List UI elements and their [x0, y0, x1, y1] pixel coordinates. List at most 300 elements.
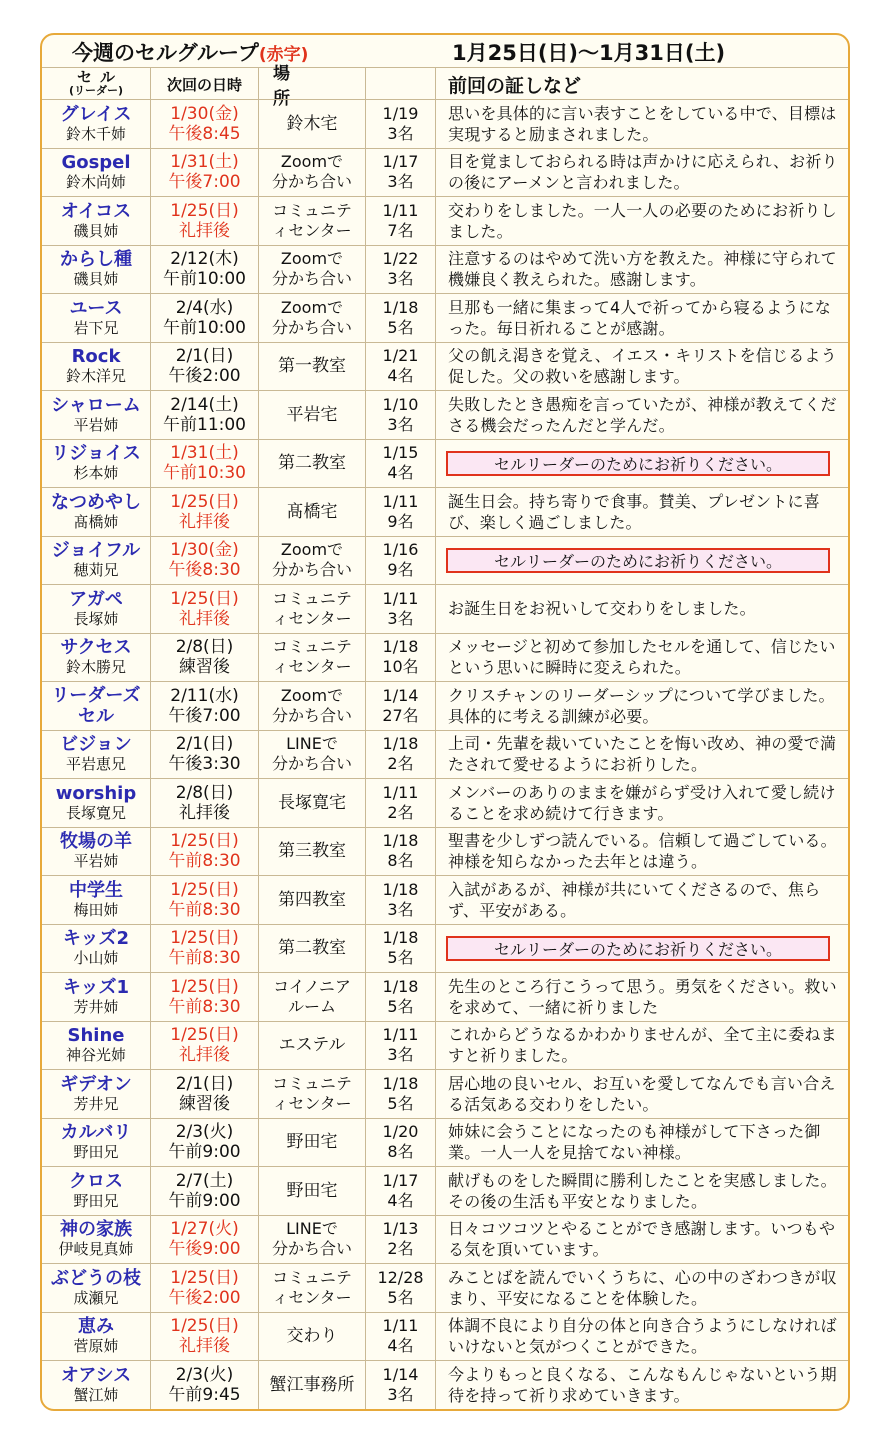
cell-group-name: サクセス: [60, 637, 132, 659]
table-row: [42, 1118, 848, 1167]
title-bar: [42, 35, 848, 67]
attendance-count: 3名: [387, 172, 414, 192]
attendance-count: 7名: [387, 220, 414, 240]
meeting-date: 1/25(日): [170, 491, 239, 512]
leader-name: 長塚寛兄: [65, 803, 126, 822]
table-row: [42, 1312, 848, 1361]
testimony-text: メンバーのありのままを嫌がらず受け入れて愛し続けることを求め続けて行きます。: [448, 782, 836, 823]
next-meeting: [151, 585, 259, 633]
table-row: [42, 148, 848, 197]
leader-name: 平岩恵兄: [65, 755, 126, 774]
next-meeting: [151, 682, 259, 730]
last-meeting: [366, 149, 436, 197]
meeting-place: [259, 682, 366, 730]
last-meeting-date: 1/15: [382, 443, 419, 463]
last-meeting: [366, 682, 436, 730]
next-meeting: [151, 1361, 259, 1409]
attendance-count: 5名: [387, 1287, 414, 1307]
attendance-count: 4名: [387, 1190, 414, 1210]
attendance-count: 2名: [387, 1239, 414, 1259]
cell-group: [42, 682, 151, 730]
cell-group-name: ユース: [69, 297, 123, 319]
cell-group: [42, 100, 151, 148]
testimony-text: 父の飢え渇きを覚え、イエス・キリストを信じるよう促した。父の救いを感謝します。: [448, 346, 837, 387]
cell-group: [42, 1070, 151, 1118]
cell-group-name: リジョイス: [51, 443, 141, 465]
table-row: [42, 245, 848, 294]
last-meeting-date: 1/18: [382, 879, 419, 899]
attendance-count: 5名: [387, 996, 414, 1016]
next-meeting: [151, 828, 259, 876]
next-meeting: [151, 634, 259, 682]
notes-cell: [436, 440, 848, 488]
meeting-time: 礼拝後: [179, 220, 230, 241]
table-row: [42, 584, 848, 633]
last-meeting-date: 1/18: [382, 976, 419, 996]
last-meeting: [366, 1264, 436, 1312]
notes-cell: [436, 682, 848, 730]
last-meeting-date: 1/11: [382, 491, 419, 511]
leader-name: 鈴木勝兄: [65, 658, 126, 677]
cell-group-name: カルバリ: [60, 1122, 132, 1144]
meeting-place: [259, 488, 366, 536]
table-row: [42, 1263, 848, 1312]
testimony-text: 入試があるが、神様が共にいてくださるので、焦らず、平安がある。: [448, 879, 821, 920]
meeting-place: [259, 1119, 366, 1167]
place-line: ィセンター: [272, 1287, 352, 1307]
meeting-place: [259, 779, 366, 827]
next-meeting: [151, 537, 259, 585]
meeting-time: 午後9:00: [168, 1239, 241, 1260]
cell-group-name: アガペ: [69, 588, 123, 610]
place-line: コミュニテ: [272, 588, 352, 608]
leader-name: 菅原姉: [73, 1337, 119, 1356]
meeting-time: 午前8:30: [168, 996, 241, 1017]
title-note: (赤字): [258, 45, 309, 65]
testimony-text: メッセージと初めて参加したセルを通して、信じたいという思いに瞬時に変えられた。: [448, 637, 836, 678]
last-meeting: [366, 1119, 436, 1167]
meeting-time: 礼拝後: [179, 1045, 230, 1066]
notes-cell: [436, 973, 848, 1021]
table-row: [42, 924, 848, 973]
schedule-card: [40, 33, 850, 1411]
place-line: 分かち合い: [271, 705, 352, 725]
notes-cell: [436, 1361, 848, 1409]
last-meeting: [366, 1070, 436, 1118]
last-meeting-date: 1/22: [382, 249, 419, 269]
cell-group-name: ぶどうの枝: [51, 1267, 141, 1289]
place-name: エステル: [278, 1035, 346, 1056]
last-meeting: [366, 925, 436, 973]
notes-cell: [436, 1167, 848, 1215]
meeting-place: [259, 876, 366, 924]
last-meeting-date: 1/14: [382, 685, 419, 705]
notes-cell: [436, 537, 848, 585]
attendance-count: 4名: [387, 463, 414, 483]
meeting-time: 午前9:00: [168, 1142, 241, 1163]
place-name: 第三教室: [278, 841, 346, 862]
table-row: [42, 293, 848, 342]
testimony-text: お誕生日をお祝いして交わりをしました。: [448, 599, 756, 619]
table-row: [42, 633, 848, 682]
meeting-place: [259, 1361, 366, 1409]
cell-group-name: ギデオン: [60, 1073, 132, 1095]
last-meeting-date: 1/18: [382, 297, 419, 317]
notes-cell: [436, 634, 848, 682]
meeting-place: [259, 828, 366, 876]
attendance-count: 3名: [387, 414, 414, 434]
table-row: [42, 1069, 848, 1118]
place-name: 髙橋宅: [286, 501, 338, 522]
cell-group-name: 牧場の羊: [60, 831, 132, 853]
meeting-place: [259, 973, 366, 1021]
meeting-place: [259, 343, 366, 391]
cell-group-name: 神の家族: [60, 1219, 132, 1241]
last-meeting-date: 1/11: [382, 1316, 419, 1336]
table-row: [42, 390, 848, 439]
last-meeting: [366, 731, 436, 779]
cell-group: [42, 197, 151, 245]
next-meeting: [151, 1119, 259, 1167]
next-meeting: [151, 100, 259, 148]
place-line: ィセンター: [272, 1093, 352, 1113]
last-meeting-date: 1/17: [382, 152, 419, 172]
last-meeting: [366, 1216, 436, 1264]
attendance-count: 8名: [387, 851, 414, 871]
attendance-count: 3名: [387, 1045, 414, 1065]
cell-group: [42, 1167, 151, 1215]
meeting-time: 練習後: [179, 1093, 230, 1114]
leader-name: 蟹江姉: [73, 1385, 119, 1404]
meeting-date: 1/31(土): [170, 152, 239, 173]
notes-cell: [436, 391, 848, 439]
meeting-place: [259, 440, 366, 488]
meeting-date: 1/25(日): [170, 1267, 239, 1288]
table-row: [42, 487, 848, 536]
table-row: [42, 536, 848, 585]
last-meeting-date: 1/13: [382, 1219, 419, 1239]
meeting-time: 午後7:00: [168, 172, 241, 193]
notes-cell: [436, 1119, 848, 1167]
meeting-time: 午後8:45: [168, 123, 241, 144]
table-row: [42, 342, 848, 391]
cell-group: [42, 1119, 151, 1167]
meeting-place: [259, 1264, 366, 1312]
place-line: Zoomで: [280, 297, 344, 317]
page-title: 今週のセルグループ(赤字): [72, 41, 309, 65]
last-meeting: [366, 1361, 436, 1409]
testimony-text: みことばを読んでいくうちに、心の中のざわつきが収まり、平安になることを体験した。: [448, 1267, 837, 1308]
next-meeting: [151, 1167, 259, 1215]
cell-group-name: キッズ1: [62, 976, 130, 998]
place-name: 鈴木宅: [286, 113, 338, 134]
place-line: 分かち合い: [271, 560, 352, 580]
cell-group-name: 恵み: [78, 1316, 114, 1338]
next-meeting: [151, 1022, 259, 1070]
last-meeting: [366, 440, 436, 488]
header-last-meeting: [366, 68, 436, 100]
leader-name: 磯貝姉: [73, 221, 119, 240]
testimony-text: クリスチャンのリーダーシップについて学びました。具体的に考える訓練が必要。: [448, 685, 835, 726]
notes-cell: [436, 779, 848, 827]
testimony-text: 今よりもっと良くなる、こんなもんじゃないという期待を持って祈り求めていきます。: [448, 1364, 837, 1405]
meeting-place: [259, 634, 366, 682]
meeting-date: 1/25(日): [170, 1316, 239, 1337]
attendance-count: 5名: [387, 948, 414, 968]
leader-name: 岩下兄: [73, 318, 119, 337]
place-line: 分かち合い: [271, 172, 352, 192]
leader-name: 神谷光姉: [65, 1046, 126, 1065]
cell-group: [42, 828, 151, 876]
cell-group: [42, 246, 151, 294]
testimony-text: 上司・先輩を裁いていたことを悔い改め、神の愛で満たされて愛せるようにお祈りした。: [448, 734, 837, 775]
meeting-date: 2/3(火): [175, 1364, 234, 1385]
place-name: 野田宅: [286, 1180, 338, 1201]
table-row: [42, 99, 848, 148]
cell-group: [42, 440, 151, 488]
next-meeting: [151, 973, 259, 1021]
meeting-date: 2/3(火): [175, 1122, 234, 1143]
cell-group: [42, 1216, 151, 1264]
leader-name: 梅田姉: [73, 900, 119, 919]
cell-group-name: グレイス: [60, 103, 132, 125]
last-meeting: [366, 973, 436, 1021]
next-meeting: [151, 1264, 259, 1312]
last-meeting: [366, 294, 436, 342]
meeting-date: 1/25(日): [170, 588, 239, 609]
meeting-date: 1/31(土): [170, 443, 239, 464]
next-meeting: [151, 246, 259, 294]
meeting-place: [259, 197, 366, 245]
testimony-text: 日々コツコツとやることができ感謝します。いつもやる気を頂いています。: [448, 1219, 836, 1260]
cell-group-name: オアシス: [60, 1364, 132, 1386]
meeting-place: [259, 1022, 366, 1070]
place-line: LINEで: [286, 734, 338, 754]
cell-group-name: Shine: [67, 1025, 125, 1047]
header-next-meeting: 次回の日時: [151, 68, 259, 100]
attendance-count: 9名: [387, 560, 414, 580]
next-meeting: [151, 294, 259, 342]
cell-group: [42, 343, 151, 391]
attendance-count: 4名: [387, 366, 414, 386]
place-name: 平岩宅: [286, 404, 338, 425]
meeting-date: 2/14(土): [170, 394, 239, 415]
testimony-text: 誕生日会。持ち寄りで食事。賛美、プレゼントに喜び、楽しく過ごしました。: [448, 491, 820, 532]
meeting-time: 午前8:30: [168, 948, 241, 969]
notes-cell: [436, 149, 848, 197]
testimony-text: 交わりをしました。一人一人の必要のためにお祈りしました。: [448, 200, 837, 241]
notes-cell: [436, 1022, 848, 1070]
attendance-count: 5名: [387, 1093, 414, 1113]
place-name: 蟹江事務所: [269, 1374, 355, 1395]
testimony-text: 目を覚ましておられる時は声かけに応えられ、お祈りの後にアーメンと言われました。: [448, 152, 838, 193]
meeting-place: [259, 537, 366, 585]
cell-group: [42, 925, 151, 973]
meeting-date: 2/12(木): [170, 249, 239, 270]
place-line: コミュニテ: [272, 1267, 352, 1287]
testimony-text: 姉妹に会うことになったのも神様がして下さった御業。一人一人を見捨てない神様。: [448, 1122, 821, 1163]
cell-group-name: Rock: [71, 346, 121, 368]
meeting-date: 1/25(日): [170, 200, 239, 221]
meeting-place: [259, 246, 366, 294]
place-name: 交わり: [286, 1326, 338, 1347]
last-meeting-date: 12/28: [377, 1267, 424, 1287]
cell-group-name: Gospel: [61, 152, 131, 174]
place-line: Zoomで: [280, 249, 344, 269]
testimony-text: 献げものをした瞬間に勝利したことを実感しました。その後の生活も平安となりました。: [448, 1170, 837, 1211]
testimony-text: 思いを具体的に言い表すことをしている中で、目標は実現すると励まされました。: [448, 103, 837, 144]
table-row: [42, 1360, 848, 1409]
meeting-time: 午前10:30: [163, 463, 246, 484]
table-header: [42, 64, 848, 109]
attendance-count: 9名: [387, 511, 414, 531]
meeting-time: 礼拝後: [179, 1336, 230, 1357]
testimony-text: 失敗したとき愚痴を言っていたが、神様が教えてくださる機会だったんだと学んだ。: [448, 394, 837, 435]
notes-cell: [436, 488, 848, 536]
notes-cell: [436, 1070, 848, 1118]
notes-cell: [436, 100, 848, 148]
meeting-date: 1/27(火): [170, 1219, 239, 1240]
meeting-time: 午前8:30: [168, 851, 241, 872]
last-meeting: [366, 876, 436, 924]
attendance-count: 3名: [387, 608, 414, 628]
leader-name: 磯貝姉: [73, 270, 119, 289]
leader-name: 鈴木洋兄: [65, 367, 126, 386]
table-row: [42, 730, 848, 779]
meeting-date: 2/1(日): [175, 734, 234, 755]
last-meeting-date: 1/18: [382, 928, 419, 948]
next-meeting: [151, 343, 259, 391]
place-line: Zoomで: [280, 685, 344, 705]
last-meeting-date: 1/16: [382, 540, 419, 560]
next-meeting: [151, 876, 259, 924]
place-name: 野田宅: [286, 1132, 338, 1153]
notes-cell: [436, 828, 848, 876]
place-name: 長塚寛宅: [278, 792, 346, 813]
last-meeting: [366, 1167, 436, 1215]
place-line: ィセンター: [272, 608, 352, 628]
last-meeting-date: 1/17: [382, 1170, 419, 1190]
notes-cell: [436, 343, 848, 391]
table-row: [42, 1215, 848, 1264]
table-row: [42, 827, 848, 876]
meeting-time: 午後7:00: [168, 705, 241, 726]
meeting-place: [259, 391, 366, 439]
last-meeting: [366, 537, 436, 585]
place-name: 第二教室: [278, 938, 346, 959]
notes-cell: [436, 197, 848, 245]
next-meeting: [151, 440, 259, 488]
header-cell-column: セル (リーダー): [42, 68, 151, 100]
meeting-date: 2/1(日): [175, 1073, 234, 1094]
last-meeting-date: 1/19: [382, 103, 419, 123]
next-meeting: [151, 197, 259, 245]
notes-cell: [436, 731, 848, 779]
table-row: [42, 196, 848, 245]
meeting-date: 2/7(土): [175, 1170, 234, 1191]
cell-group: [42, 537, 151, 585]
attendance-count: 3名: [387, 123, 414, 143]
place-line: コイノニア: [273, 976, 351, 996]
last-meeting: [366, 585, 436, 633]
cell-group-name: worship: [55, 782, 137, 804]
testimony-text: これからどうなるかわかりませんが、全て主に委ねますと祈りました。: [448, 1025, 837, 1066]
last-meeting-date: 1/18: [382, 734, 419, 754]
meeting-date: 2/4(水): [175, 297, 234, 318]
testimony-text: 旦那も一緒に集まって4人で祈ってから寝るようになった。毎日祈れることが感謝。: [448, 297, 831, 338]
meeting-date: 2/1(日): [175, 346, 234, 367]
meeting-time: 午前9:45: [168, 1384, 241, 1405]
table-row: [42, 1021, 848, 1070]
notes-cell: [436, 925, 848, 973]
meeting-time: 練習後: [179, 657, 230, 678]
attendance-count: 5名: [387, 317, 414, 337]
last-meeting-date: 1/18: [382, 831, 419, 851]
meeting-time: 午前10:00: [163, 317, 246, 338]
leader-name: 平岩姉: [73, 852, 119, 871]
cell-group: [42, 731, 151, 779]
last-meeting-date: 1/11: [382, 782, 419, 802]
leader-name: 芳井兄: [73, 1094, 119, 1113]
next-meeting: [151, 391, 259, 439]
leader-name: 長塚姉: [73, 609, 119, 628]
table-row: [42, 439, 848, 488]
meeting-date: 1/25(日): [170, 831, 239, 852]
place-line: Zoomで: [280, 152, 344, 172]
last-meeting-date: 1/10: [382, 394, 419, 414]
header-place: 場 所: [259, 68, 366, 100]
meeting-date: 1/30(金): [170, 540, 239, 561]
place-name: 第二教室: [278, 453, 346, 474]
last-meeting-date: 1/11: [382, 200, 419, 220]
cell-group: [42, 1313, 151, 1361]
attendance-count: 10名: [382, 657, 419, 677]
last-meeting: [366, 488, 436, 536]
meeting-date: 1/25(日): [170, 976, 239, 997]
meeting-place: [259, 1167, 366, 1215]
testimony-text: 聖書を少しずつ読んでいる。信頼して過ごしている。神様を知らなかった去年とは違う。: [448, 831, 837, 872]
next-meeting: [151, 779, 259, 827]
meeting-date: 1/25(日): [170, 1025, 239, 1046]
place-line: LINEで: [286, 1219, 338, 1239]
place-line: ルーム: [287, 996, 336, 1016]
next-meeting: [151, 488, 259, 536]
place-line: 分かち合い: [271, 269, 352, 289]
notes-cell: [436, 876, 848, 924]
cell-group-name: ビジョン: [60, 734, 132, 756]
last-meeting: [366, 391, 436, 439]
meeting-place: [259, 1313, 366, 1361]
leader-name: 成瀬兄: [73, 1288, 119, 1307]
place-name: 第四教室: [278, 889, 346, 910]
meeting-date: 2/8(日): [175, 782, 234, 803]
place-line: コミュニテ: [272, 200, 352, 220]
meeting-date: 2/11(水): [170, 685, 239, 706]
meeting-place: [259, 149, 366, 197]
notes-cell: [436, 585, 848, 633]
last-meeting: [366, 197, 436, 245]
place-line: Zoomで: [280, 540, 344, 560]
table-row: [42, 972, 848, 1021]
last-meeting: [366, 828, 436, 876]
prayer-request-box: セルリーダーのためにお祈りください。: [446, 548, 830, 573]
cell-group-name: リーダーズ: [51, 684, 141, 706]
leader-name: 野田兄: [73, 1191, 119, 1210]
notes-cell: [436, 1313, 848, 1361]
cell-group-table: [42, 99, 848, 1409]
cell-group: [42, 876, 151, 924]
meeting-place: [259, 1070, 366, 1118]
